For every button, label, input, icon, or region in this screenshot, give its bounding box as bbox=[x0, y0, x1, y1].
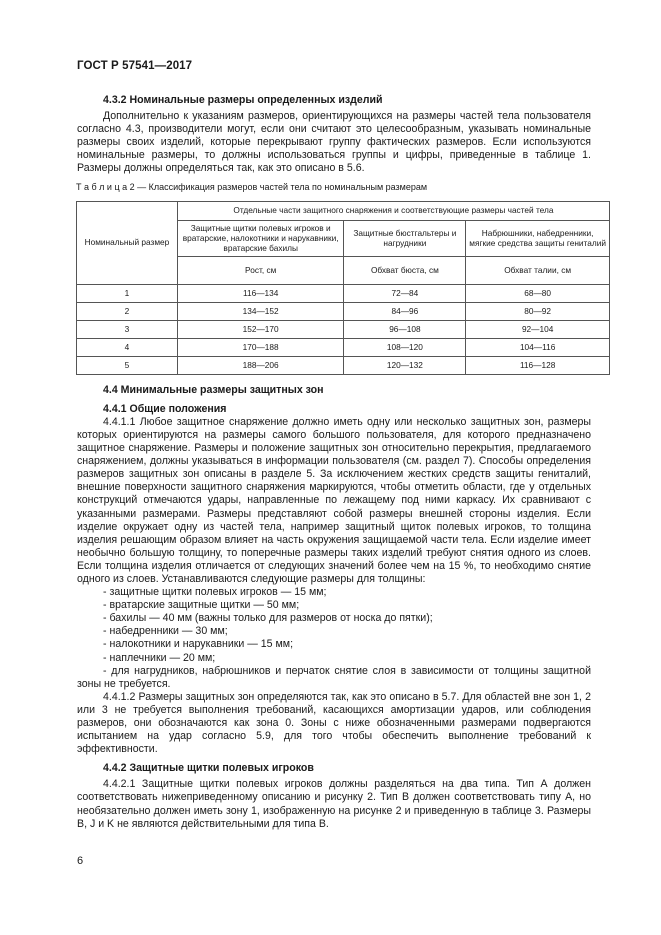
table-caption: Т а б л и ц а 2 — Классификация размеров частей тела по номинальным размерам bbox=[76, 181, 428, 192]
cell-height: 152—170 bbox=[177, 320, 344, 338]
list-item: - бахилы — 40 мм (важны только для размеров от носка до пятки); bbox=[103, 612, 433, 625]
size-classification-table bbox=[76, 201, 610, 375]
document-body bbox=[76, 94, 606, 831]
cell-size: 4 bbox=[77, 338, 178, 356]
cell-size: 3 bbox=[77, 320, 178, 338]
cell-height: 134—152 bbox=[177, 302, 344, 320]
header-abdomen-guards: Набрюшники, набедренники, мягкие средства защиты гениталий bbox=[466, 220, 610, 256]
section-heading-4-3-2: 4.3.2 Номинальные размеры определенных изделий bbox=[103, 94, 383, 106]
paragraph-4-4-1-2: 4.4.1.2 Размеры защитных зон определяются так, как это описано в 5.7. Для областей вне зон 1, 2 или 3 не требуется выполнения требований, касающихся амортизации ударов, или соблюдения размеров, они обозначаются как зона 0. Зоны с ниже обозначенными размерами подвергаются испытанием на удар согласно 5.9, для того чтобы обеспечить выполнение требований к эффективности. bbox=[77, 690, 591, 756]
cell-bust: 84—96 bbox=[344, 302, 466, 320]
header-bras: Защитные бюстгальтеры и нагрудники bbox=[344, 220, 466, 256]
cell-bust: 120—132 bbox=[344, 356, 466, 374]
unit-height: Рост, см bbox=[177, 256, 344, 284]
list-item: - для нагрудников, набрюшников и перчаток снятие слоя в зависимости от толщины защитной зоны не требуется. bbox=[77, 664, 591, 690]
header-leg-guards: Защитные щитки полевых игроков и вратарские, налокотники и нарукавники, вратарские бахилы bbox=[177, 220, 344, 256]
cell-height: 116—134 bbox=[177, 284, 344, 302]
paragraph-4-4-1-1: 4.4.1.1 Любое защитное снаряжение должно иметь одну или несколько защитных зон, размеры которых ориентируются на размеры самого большого пользователя, для которого предназначено защитное снаряжение. Размеры и положение защитных зон относительно перекрытия, предлагаемого снаряжением, должны указываться в информации пользователя (см. раздел 7). Способы определения размеров защитных зон описаны в разделе 5. За исключением жестких средств защиты гениталий, внешние поверхности защитного снаряжения маркируются, чтобы отметить области, где у отдельных конструкций отмечаются удары, направленные по лежащему под ними каркасу. Их сравнивают с указанными размерами. Размеры представляют собой размеры внешней стороны изделия. Если изделие окружает одну из частей тела, например защитный щиток полевых игроков, то толщина изделия решающим образом влияет на часть окружения защищаемой части тела. Если изделие имеет необычно большую толщину, то поперечные размеры таких изделий требуют снятия одного из слоев. Если толщина изделия отличается от следующих значений более чем на 15 %, то необходимо снятие одного из слоев. Устанавливаются следующие размеры для толщины: bbox=[77, 415, 591, 585]
cell-waist: 80—92 bbox=[466, 302, 610, 320]
paragraph-4-4-2-1: 4.4.2.1 Защитные щитки полевых игроков должны разделяться на два типа. Тип А должен соответствовать нижеприведенному описанию и рисунку 2. Тип В должен соответствовать типу А, но необязательно должен иметь зону 1, изображенную на рисунке 2 и приведенную в таблице 3. Размеры В, J и K не являются действительными для типа В. bbox=[77, 778, 591, 830]
unit-bust: Обхват бюста, см bbox=[344, 256, 466, 284]
cell-waist: 92—104 bbox=[466, 320, 610, 338]
table-row bbox=[77, 320, 610, 338]
section-heading-4-4: 4.4 Минимальные размеры защитных зон bbox=[103, 383, 324, 396]
cell-height: 188—206 bbox=[177, 356, 344, 374]
cell-waist: 68—80 bbox=[466, 284, 610, 302]
table-row bbox=[77, 356, 610, 374]
header-nominal-size: Номинальный размер bbox=[77, 201, 178, 284]
table-row bbox=[77, 302, 610, 320]
cell-size: 5 bbox=[77, 356, 178, 374]
table-row bbox=[77, 284, 610, 302]
page-number: 6 bbox=[77, 855, 84, 867]
section-heading-4-4-1: 4.4.1 Общие положения bbox=[103, 402, 227, 415]
table-row bbox=[77, 338, 610, 356]
cell-size: 2 bbox=[77, 302, 178, 320]
unit-waist: Обхват талии, см bbox=[466, 256, 610, 284]
document-header: ГОСТ Р 57541—2017 bbox=[77, 60, 193, 72]
list-item: - набедренники — 30 мм; bbox=[103, 625, 228, 638]
section-heading-4-4-2: 4.4.2 Защитные щитки полевых игроков bbox=[103, 762, 314, 775]
cell-height: 170—188 bbox=[177, 338, 344, 356]
list-item: - наплечники — 20 мм; bbox=[103, 651, 216, 664]
cell-waist: 116—128 bbox=[466, 356, 610, 374]
list-item: - налокотники и нарукавники — 15 мм; bbox=[103, 638, 294, 651]
paragraph-4-3-2: Дополнительно к указаниям размеров, ориентирующихся на размеры частей тела пользователя согласно 4.3, производители могут, если они считают это целесообразным, указывать номинальные размеры своих изделий, которые перекрывают группу фактических размеров. Если используются номинальные размеры, то должны использоваться группы и цифры, приведенные в таблице 1. Размеры должны определяться так, как это описано в 5.6. bbox=[77, 110, 591, 175]
cell-waist: 104—116 bbox=[466, 338, 610, 356]
list-item: - вратарские защитные щитки — 50 мм; bbox=[103, 599, 300, 612]
cell-bust: 72—84 bbox=[344, 284, 466, 302]
cell-size: 1 bbox=[77, 284, 178, 302]
cell-bust: 96—108 bbox=[344, 320, 466, 338]
cell-bust: 108—120 bbox=[344, 338, 466, 356]
header-equipment-group: Отдельные части защитного снаряжения и соответствующие размеры частей тела bbox=[177, 201, 609, 220]
list-item: - защитные щитки полевых игроков — 15 мм; bbox=[103, 586, 327, 599]
